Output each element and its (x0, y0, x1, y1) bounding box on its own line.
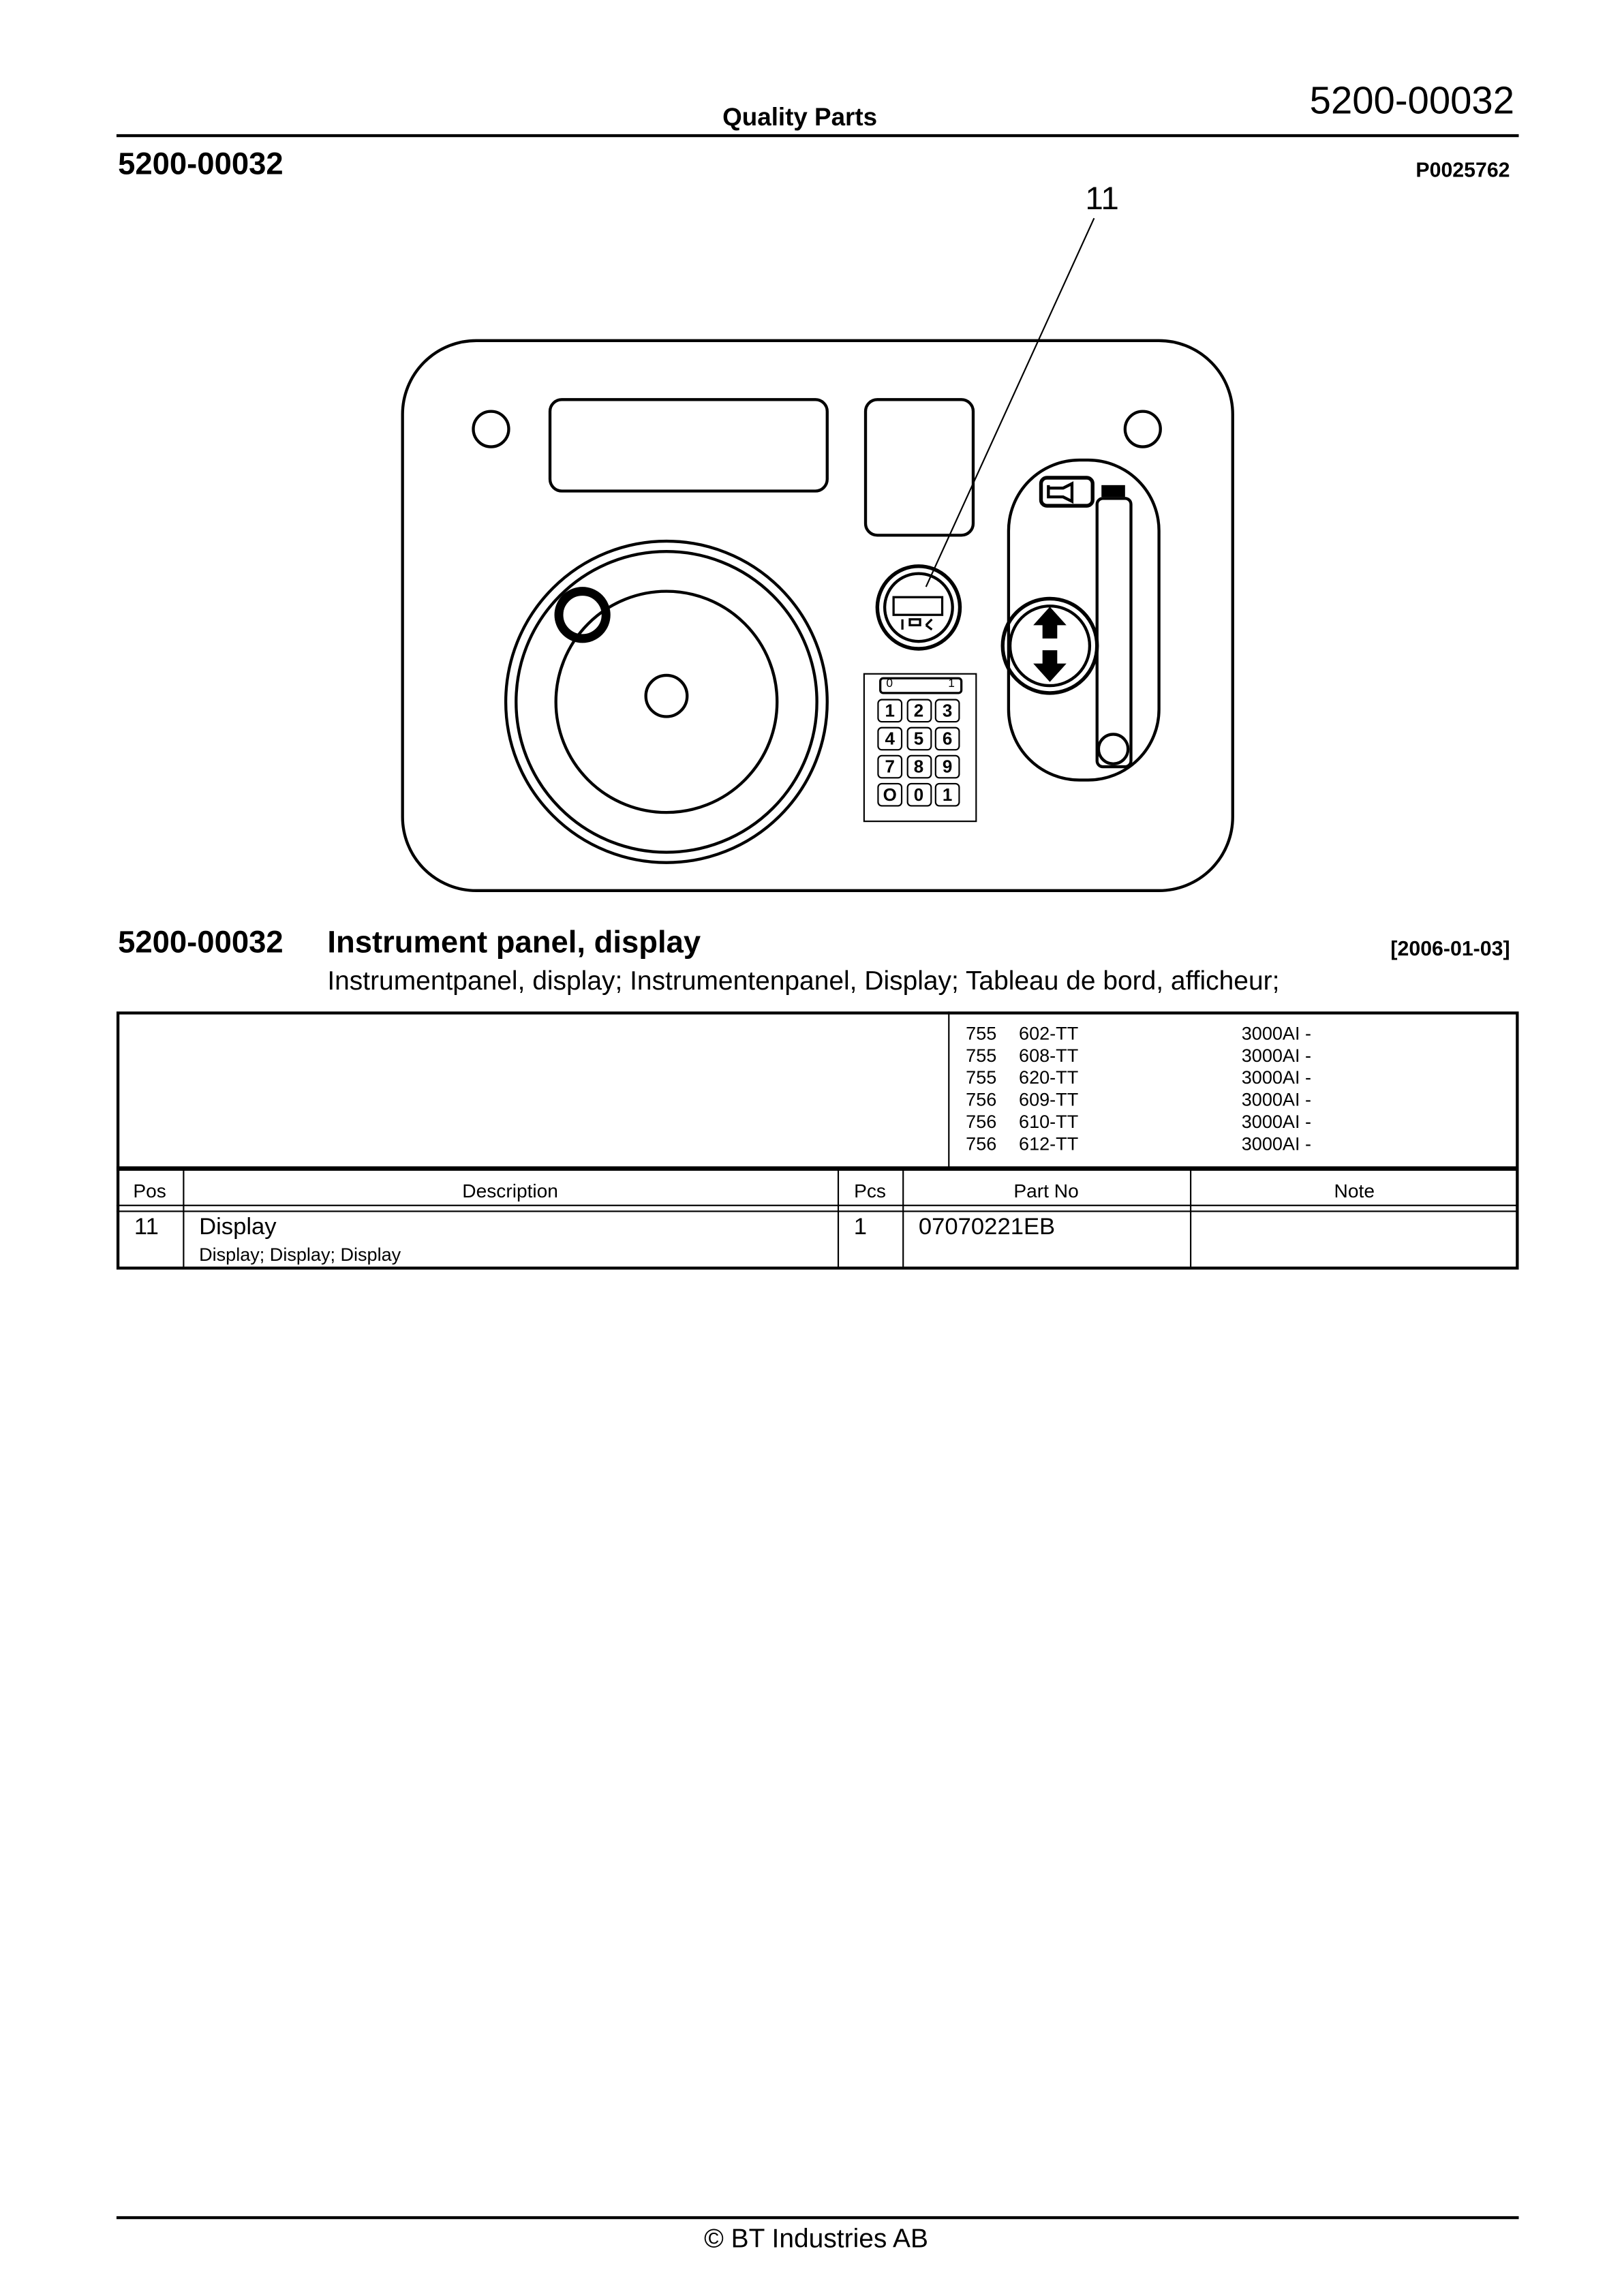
model-serial: 3000AI - (1241, 1023, 1312, 1044)
section-translations: Instrumentpanel, display; Instrumentenpanel, Display; Tableau de bord, afficheur; (327, 966, 1280, 996)
table-section-divider (117, 1166, 1519, 1169)
keypad-switch-label-1: 1 (948, 677, 955, 690)
display-gauge-bezel (877, 566, 960, 649)
control-capsule (1009, 460, 1159, 780)
keypad-key[interactable]: 7 (877, 755, 902, 779)
group-number: 5200-00032 (118, 147, 284, 182)
model-serial: 3000AI - (1241, 1089, 1312, 1111)
instrument-panel-drawing (0, 0, 1622, 914)
row-description-translations: Display; Display; Display (199, 1244, 401, 1266)
panel-cutout-wide (550, 399, 827, 491)
model-serial: 3000AI - (1241, 1133, 1312, 1155)
header-rule-1 (117, 1205, 1519, 1206)
model-serial: 3000AI - (1241, 1067, 1312, 1088)
applicability-divider (948, 1011, 949, 1167)
horn-icon (1048, 484, 1072, 502)
model-code: 756 (966, 1089, 997, 1111)
callout-11[interactable]: 11 (1085, 179, 1119, 217)
model-code: 755 (966, 1045, 997, 1067)
section-date: [2006-01-03] (1390, 936, 1510, 960)
arrow-down-icon (1037, 652, 1063, 679)
lift-slider-track (1097, 498, 1131, 767)
applicability-row (966, 1067, 1311, 1089)
applicability-row (966, 1134, 1311, 1156)
model-code: 756 (966, 1133, 997, 1155)
applicability-row (966, 1024, 1311, 1045)
keypad-key[interactable]: 3 (935, 699, 960, 723)
model-variant: 608-TT (1019, 1045, 1079, 1067)
panel-cutout-square (866, 399, 973, 535)
steering-wheel-rim (516, 551, 816, 852)
row-part-no[interactable]: 07070221EB (918, 1214, 1056, 1240)
col-header-description: Description (462, 1179, 558, 1202)
model-variant: 609-TT (1019, 1089, 1079, 1111)
steering-wheel-inner (556, 592, 778, 813)
col-header-pcs: Pcs (854, 1179, 886, 1202)
picture-ref: P0025762 (1416, 157, 1510, 182)
section-number: 5200-00032 (118, 925, 284, 960)
model-code: 755 (966, 1023, 997, 1044)
model-serial: 3000AI - (1241, 1045, 1312, 1067)
header-title: Quality Parts (722, 103, 878, 132)
mount-hole-right (1125, 412, 1161, 447)
model-variant: 620-TT (1019, 1067, 1079, 1088)
col-header-pos: Pos (133, 1179, 166, 1202)
row-pcs: 1 (853, 1214, 867, 1240)
keypad-key[interactable]: 8 (906, 755, 932, 779)
keypad-key[interactable]: 1 (935, 783, 960, 807)
arrow-up-icon (1037, 609, 1063, 637)
steering-wheel-outer (506, 541, 827, 863)
display-icons (902, 619, 932, 630)
applicability-row (966, 1045, 1311, 1067)
panel-outline (403, 341, 1233, 891)
keypad-key[interactable]: 6 (935, 727, 960, 751)
col-header-note: Note (1334, 1179, 1375, 1202)
model-variant: 610-TT (1019, 1112, 1079, 1133)
display-screen (893, 597, 942, 615)
keypad-key[interactable]: 4 (877, 727, 902, 751)
applicability-row (966, 1090, 1311, 1112)
keypad-switch-label-0: 0 (886, 677, 893, 690)
row-pos: 11 (134, 1214, 159, 1240)
row-description: Display (199, 1214, 277, 1240)
keypad-key[interactable]: 1 (877, 699, 902, 723)
lift-slider-cap (1103, 487, 1123, 495)
footer-copyright: © BT Industries AB (704, 2223, 928, 2253)
col-header-part-no: Part No (1013, 1179, 1079, 1202)
doc-number: 5200-00032 (1309, 78, 1515, 123)
model-variant: 612-TT (1019, 1133, 1079, 1155)
keypad-key[interactable]: 5 (906, 727, 932, 751)
header-rule-2 (117, 1210, 1519, 1212)
model-serial: 3000AI - (1241, 1112, 1312, 1133)
steering-wheel-hub (646, 675, 688, 717)
model-variant: 602-TT (1019, 1023, 1079, 1044)
mount-hole-left (474, 412, 509, 447)
model-code: 756 (966, 1112, 997, 1133)
footer-divider (117, 2216, 1519, 2218)
applicability-row (966, 1112, 1311, 1133)
keypad-key[interactable]: 2 (906, 699, 932, 723)
keypad-keys (877, 699, 966, 807)
keypad-key[interactable]: O (877, 783, 902, 807)
keypad-key[interactable]: 9 (935, 755, 960, 779)
applicability-list (966, 1024, 1311, 1157)
keypad-key[interactable]: 0 (906, 783, 932, 807)
model-code: 755 (966, 1067, 997, 1088)
lift-slider-knob (1099, 734, 1128, 763)
section-title: Instrument panel, display (327, 925, 701, 960)
